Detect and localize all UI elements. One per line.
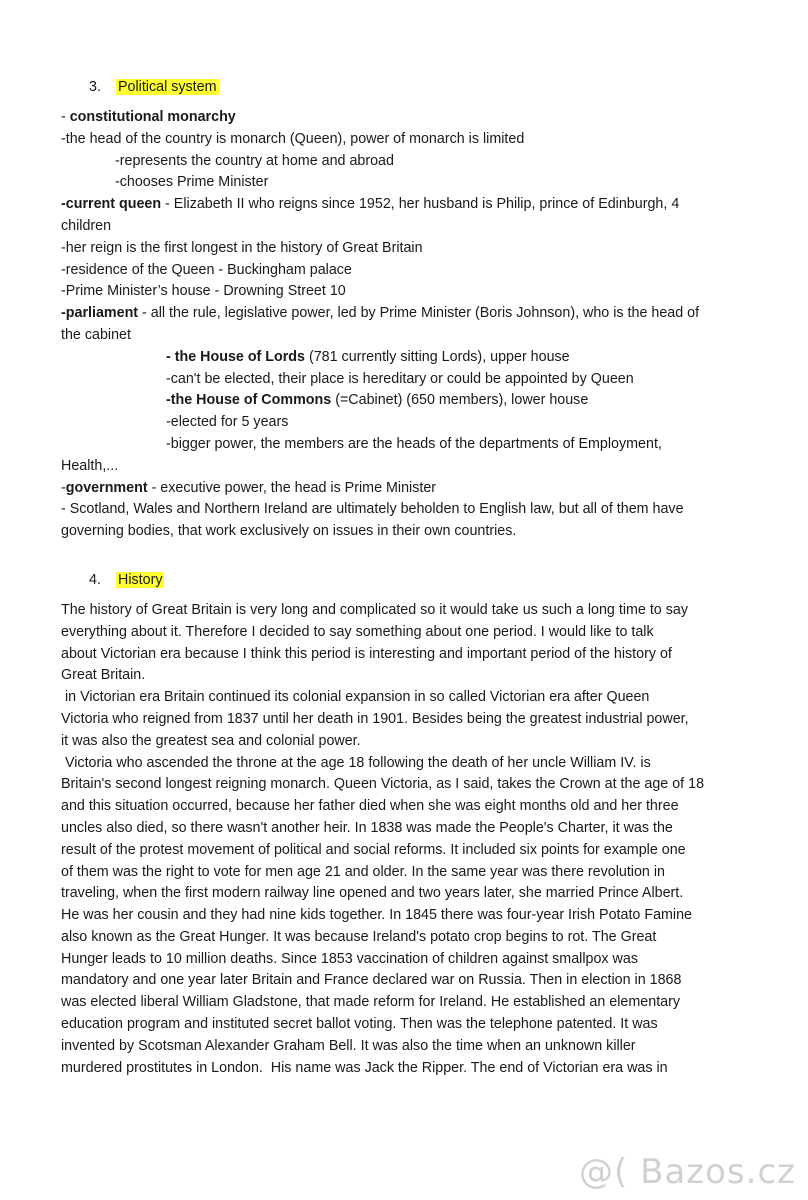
text-line: mandatory and one year later Britain and France declared war on Russia. Then in election in 1868 — [61, 972, 682, 989]
text-line: -the House of Commons (=Cabinet) (650 members), lower house — [166, 392, 589, 409]
text-line: about Victorian era because I think this period is interesting and important period of the history of — [61, 645, 672, 662]
text-line: -current queen - Elizabeth II who reigns since 1952, her husband is Philip, prince of Edinburgh, 4 — [61, 196, 680, 213]
text-line: -parliament - all the rule, legislative power, led by Prime Minister (Boris Johnson), who is the head of — [61, 305, 700, 322]
text-line: -bigger power, the members are the heads of the departments of Employment, — [166, 435, 662, 452]
text-line: everything about it. Therefore I decided to say something about one period. I would like to talk — [61, 623, 654, 640]
text-line: Victoria who ascended the throne at the age 18 following the death of her uncle William IV. is — [61, 754, 651, 771]
text-line: He was her cousin and they had nine kids together. In 1845 there was four-year Irish Potato Famine — [61, 907, 693, 924]
text-line: traveling, when the first modern railway line opened and two years later, she married Prince Albert. — [61, 885, 684, 902]
text-line: - the House of Lords (781 currently sitting Lords), upper house — [166, 348, 570, 365]
text-line: Health,... — [61, 457, 119, 474]
text-line: -represents the country at home and abroad — [115, 152, 394, 169]
text-line: -elected for 5 years — [166, 414, 289, 431]
text-line: -the head of the country is monarch (Queen), power of monarch is limited — [61, 130, 525, 147]
text-line: Great Britain. — [61, 667, 146, 684]
text-line: Britain's second longest reigning monarch. Queen Victoria, as I said, takes the Crown at the age of 18 — [61, 776, 705, 793]
history-paragraphs — [61, 600, 751, 1080]
text-line: Hunger leads to 10 million deaths. Since 1853 vaccination of children against smallpox was — [61, 950, 638, 967]
text-line: -Prime Minister’s house - Drowning Street 10 — [61, 283, 346, 300]
text-line: also known as the Great Hunger. It was because Ireland's potato crop begins to rot. The Great — [61, 928, 657, 945]
section-4-heading — [61, 569, 751, 591]
text-line: murdered prostitutes in London. His name was Jack the Ripper. The end of Victorian era was in — [61, 1059, 668, 1076]
text-line: -chooses Prime Minister — [115, 174, 269, 191]
text-line: of them was the right to vote for men age 21 and older. In the same year was there revolution in — [61, 863, 665, 880]
text-line: - Scotland, Wales and Northern Ireland are ultimately beholden to English law, but all of them have — [61, 501, 684, 518]
text-line: -government - executive power, the head is Prime Minister — [61, 479, 437, 496]
text-line: result of the protest movement of political and social reforms. It included six points for example one — [61, 841, 686, 858]
text-line: it was also the greatest sea and colonial power. — [61, 732, 361, 749]
text-line: was elected liberal William Gladstone, that made reform for Ireland. He established an elementary — [61, 994, 681, 1011]
text-line: -residence of the Queen - Buckingham palace — [61, 261, 352, 278]
text-line: -can't be elected, their place is hereditary or could be appointed by Queen — [166, 370, 634, 387]
text-line: The history of Great Britain is very long and complicated so it would take us such a long time to say — [61, 601, 688, 618]
watermark-logo: @( Bazos.cz — [579, 1152, 796, 1192]
text-line: invented by Scotsman Alexander Graham Bell. It was also the time when an unknown killer — [61, 1037, 636, 1054]
section-number: 4. — [89, 571, 101, 588]
text-line: the cabinet — [61, 326, 131, 343]
text-line: -her reign is the first longest in the history of Great Britain — [61, 239, 423, 256]
text-line: and this situation occurred, because her father died when she was eight months old and her three — [61, 798, 679, 815]
text-line: children — [61, 217, 112, 234]
text-line: - constitutional monarchy — [61, 109, 236, 125]
text-line: Victoria who reigned from 1837 until her death in 1901. Besides being the greatest industrial power, — [61, 710, 689, 727]
section-title: Political system — [118, 79, 217, 95]
text-line: education program and instituted secret ballot voting. Then was the telephone patented. It was — [61, 1016, 658, 1033]
text-line: in Victorian era Britain continued its colonial expansion in so called Victorian era after Queen — [61, 689, 650, 706]
text-line: governing bodies, that work exclusively on issues in their own countries. — [61, 523, 517, 540]
section-3-heading — [61, 76, 751, 98]
document-page — [61, 76, 751, 1079]
section-number: 3. — [89, 79, 101, 95]
text-line: uncles also died, so there wasn't another heir. In 1838 was made the People's Charter, it was the — [61, 819, 673, 836]
section-title: History — [118, 571, 163, 588]
